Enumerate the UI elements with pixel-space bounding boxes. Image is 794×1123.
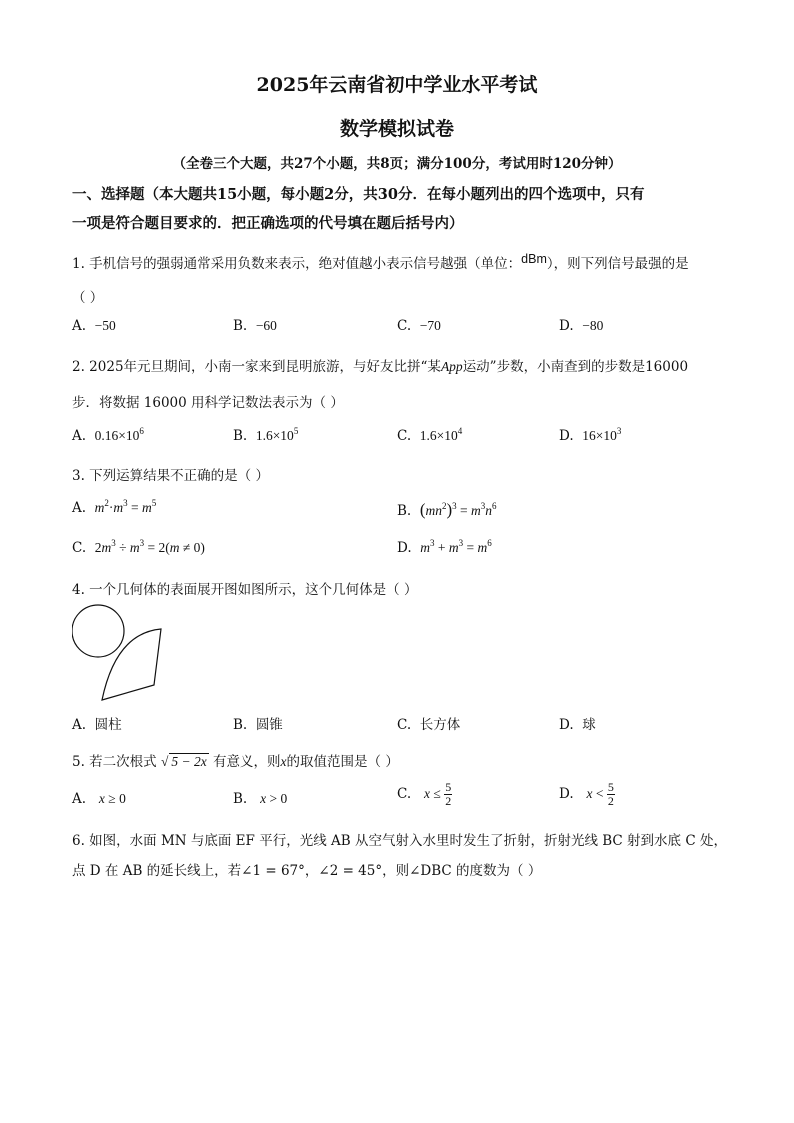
q3-text: 3. 下列运算结果不正确的是（ ）	[72, 468, 269, 484]
q1-text-b: ），则下列信号最强的是	[546, 256, 689, 272]
q3-option-d[interactable]: D. $m^3 + m^3 = m^6$	[397, 538, 492, 556]
q4-text: 4. 一个几何体的表面展开图如图所示，这个几何体是（ ）	[72, 582, 418, 598]
exam-subtitle: 数学模拟试卷	[339, 118, 454, 140]
q1-option-d[interactable]: D. −80	[559, 318, 604, 334]
q1-option-a[interactable]: A. −50	[72, 318, 116, 334]
q2-option-d[interactable]: D. $16\times 10^3$	[559, 426, 622, 444]
q4-surface-net-figure	[72, 603, 172, 703]
q5-option-d[interactable]: D. x < $\frac{5}{2}$	[559, 780, 614, 808]
q1-text	[72, 252, 689, 272]
q2-text: 2. 2025年元旦期间，小南一家来到昆明旅游，与好友比拼“某App运动”步数，小南查到的步数是16000	[72, 359, 689, 375]
q1-unit: dBm	[521, 252, 547, 266]
exam-instructions: （全卷三个大题，共27个小题，共8页；满分100分，考试用时120分钟）	[172, 156, 622, 172]
q2-option-a[interactable]: A. $0.16\times 10^6$	[72, 426, 144, 444]
q6-line1: 6. 如图，水面 MN 与底面 EF 平行，光线 AB 从空气射入水里时发生了折射，折射光线 BC 射到水底 C 处，	[72, 833, 727, 849]
q3-option-b[interactable]: B. $(mn^2)^3 = m^3n^6$	[397, 500, 497, 519]
q4-option-c[interactable]: C. 长方体	[397, 717, 461, 733]
q1-text-a: 1. 手机信号的强弱通常采用负数来表示，绝对值越小表示信号越强（单位：	[72, 256, 522, 272]
q4-circle-base	[72, 605, 124, 657]
section-heading-line2: 一项是符合题目要求的．把正确选项的代号填在题后括号内）	[72, 215, 464, 232]
q3-option-c[interactable]: C. $2m^3 \div m^3 = 2(m \ne 0)$	[72, 538, 205, 556]
q5-radicand: 5 − 2x	[171, 754, 207, 769]
exam-title: 2025年云南省初中学业水平考试	[256, 74, 538, 96]
q5-option-c[interactable]: C. x ≤ $\frac{5}{2}$	[397, 780, 452, 808]
q1-option-b[interactable]: B. −60	[233, 318, 277, 334]
q4-option-b[interactable]: B. 圆锥	[233, 717, 283, 733]
q2-text-c: 步．将数据 16000 用科学记数法表示为（ ）	[72, 395, 344, 411]
q2-app: App	[440, 359, 463, 374]
q3-option-a[interactable]: A. $m^2\cdot m^3 = m^5$	[72, 498, 157, 516]
q5-option-a[interactable]: A. x ≥ 0	[72, 791, 126, 807]
q2-option-b[interactable]: B. $1.6\times 10^5$	[233, 426, 299, 444]
q1-option-c[interactable]: C. −70	[397, 318, 441, 334]
q4-sector-lateral	[102, 629, 161, 700]
q4-option-d[interactable]: D. 球	[559, 717, 596, 733]
q1-bracket: （ ）	[72, 290, 104, 306]
q5-text: 5. 若二次根式 √ 5 − 2x 有意义，则x的取值范围是（ ）	[72, 754, 399, 770]
q6-line2: 点 D 在 AB 的延长线上，若∠1 = 67°，∠2 = 45°，则∠DBC 的度数为（ ）	[72, 863, 542, 879]
q5-option-b[interactable]: B. x > 0	[233, 791, 288, 807]
q2-option-c[interactable]: C. $1.6\times 10^4$	[397, 426, 463, 444]
q4-option-a[interactable]: A. 圆柱	[72, 717, 122, 733]
section-heading-line1: 一、选择题（本大题共15小题，每小题2分，共30分．在每小题列出的四个选项中，只有	[72, 186, 645, 203]
